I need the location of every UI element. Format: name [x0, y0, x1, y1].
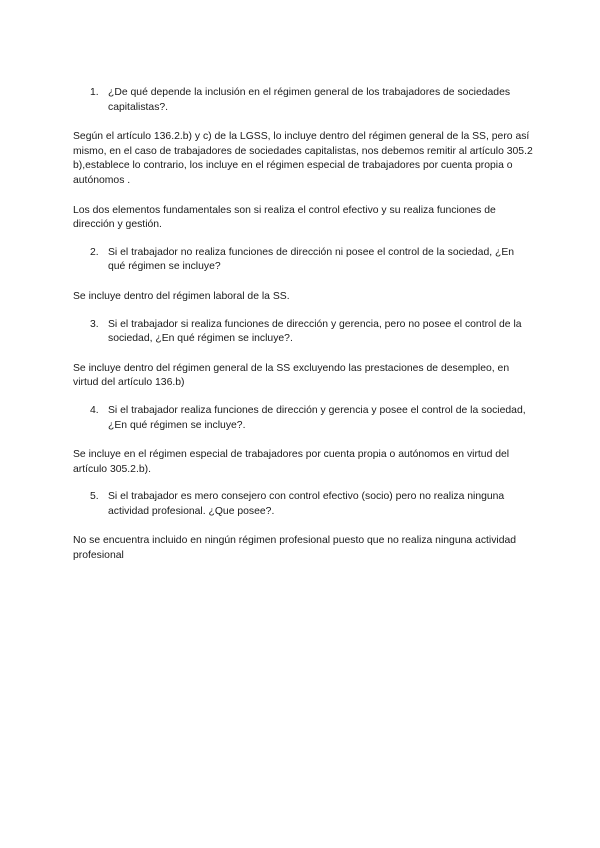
- answer-4: Se incluye en el régimen especial de trabajadores por cuenta propia o autónomos en virtud del artículo 305.2.b).: [73, 449, 510, 475]
- answer-1-paragraph-2: Los dos elementos fundamentales son si realiza el control efectivo y su realiza funciones de dirección y gestión.: [73, 204, 496, 231]
- question-2-text: Si el trabajador no realiza funciones de dirección ni posee el control de la sociedad, ¿En qué régimen se incluye?: [108, 246, 515, 273]
- question-5-text: Si el trabajador es mero consejero con control efectivo (socio) pero no realiza ninguna actividad profesional. ¿Que posee?.: [108, 491, 505, 517]
- question-4: [73, 404, 533, 433]
- question-2-number: 2.: [90, 246, 99, 258]
- document-body: [73, 86, 533, 564]
- answer-5: No se encuentra incluido en ningún régimen profesional puesto que no realiza ninguna actividad profesional: [73, 535, 517, 562]
- question-4-text: Si el trabajador realiza funciones de dirección y gerencia y posee el control de la sociedad, ¿En qué régimen se incluye?.: [108, 404, 526, 431]
- question-1-text: ¿De qué depende la inclusión en el régimen general de los trabajadores de sociedades capitalistas?.: [108, 87, 511, 113]
- question-5-number: 5.: [90, 491, 99, 503]
- answer-2: Se incluye dentro del régimen laboral de la SS.: [73, 290, 290, 302]
- question-3-number: 3.: [90, 318, 99, 330]
- answer-1-paragraph-1: Según el artículo 136.2.b) y c) de la LGSS, lo incluye dentro del régimen general de la SS, pero así mismo, en el caso de trabajadores de sociedades capitalistas, nos debemos remitir al artículo 305.2 b),establece lo contrario, los incluye en el régimen especial de trabajadores por cuenta propia o autónomos .: [73, 131, 533, 186]
- question-3-text: Si el trabajador si realiza funciones de dirección y gerencia, pero no posee el control de la sociedad, ¿En qué régimen se incluye?.: [108, 318, 522, 345]
- question-1: [73, 86, 533, 115]
- question-1-number: 1.: [90, 87, 99, 98]
- question-5: [73, 490, 533, 519]
- question-2: [73, 246, 533, 275]
- question-3: [73, 318, 533, 347]
- answer-3: Se incluye dentro del régimen general de la SS excluyendo las prestaciones de desempleo, en virtud del artículo 136.b): [73, 362, 510, 389]
- question-4-number: 4.: [90, 404, 99, 416]
